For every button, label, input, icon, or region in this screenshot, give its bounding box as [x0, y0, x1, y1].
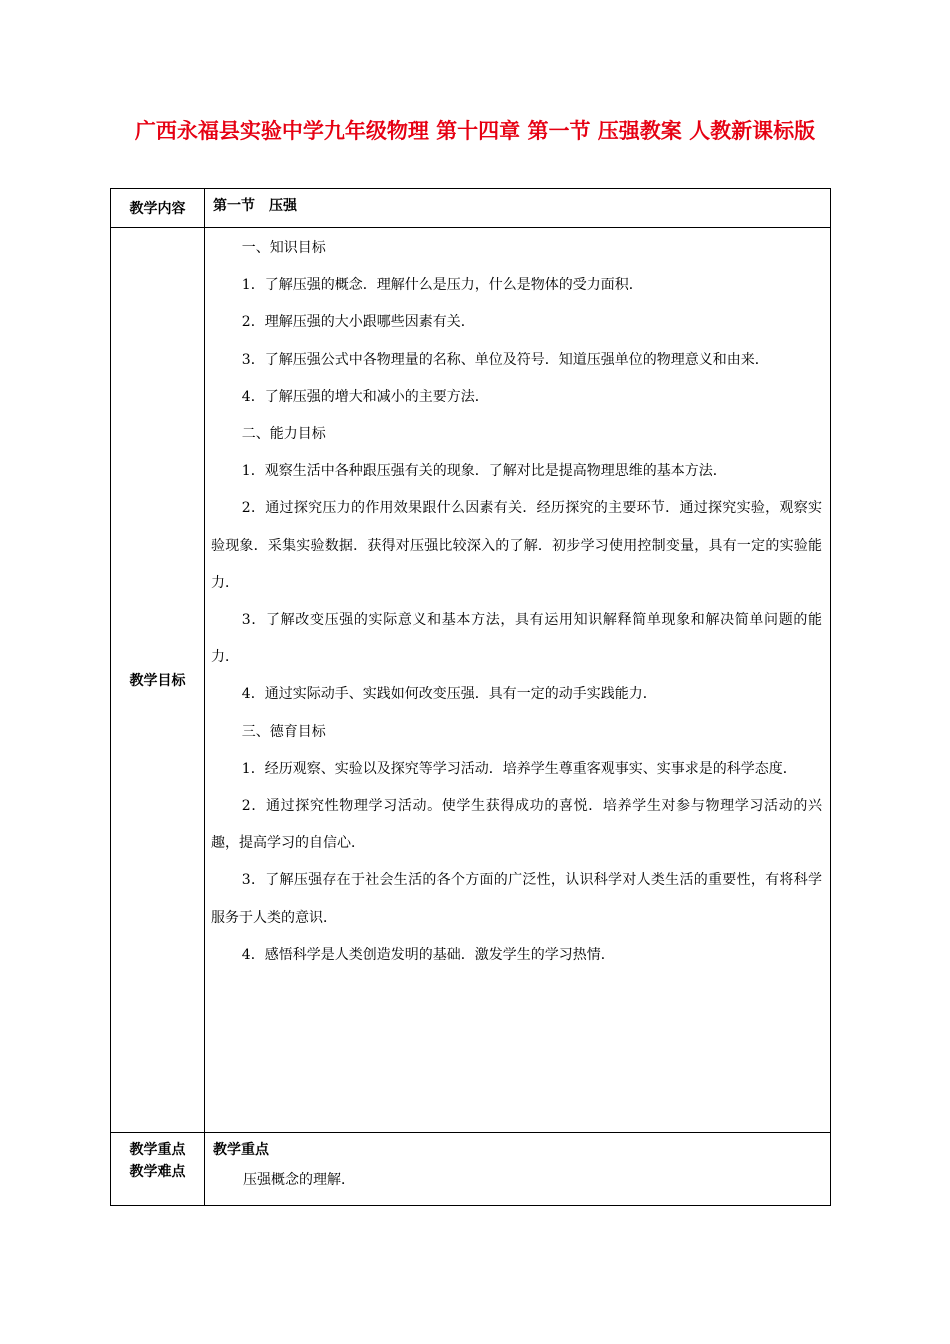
goal-paragraph: 2．通过探究性物理学习活动。使学生获得成功的喜悦．培养学生对参与物理学习活动的兴趣，提高学习的自信心．: [211, 798, 822, 852]
label-key-point: 教学重点: [129, 1142, 186, 1158]
table-row-teaching-content: [111, 189, 831, 228]
goal-paragraph: 2．通过探究压力的作用效果跟什么因素有关．经历探究的主要环节．通过探究实验，观察实验现象．采集实验数据．获得对压强比较深入的了解．初步学习使用控制变量，具有一定的实验能力．: [211, 500, 822, 591]
document-title: 广西永福县实验中学九年级物理 第十四章 第一节 压强教案 人教新课标版: [134, 119, 816, 143]
teaching-content-cell: [205, 189, 831, 228]
goal-paragraph: 1．观察生活中各种跟压强有关的现象．了解对比是提高物理思维的基本方法．: [241, 463, 727, 480]
goal-paragraph: 4．通过实际动手、实践如何改变压强．具有一定的动手实践能力．: [241, 686, 657, 703]
key-point-heading: 教学重点: [213, 1142, 269, 1158]
teaching-goals-cell: [205, 228, 831, 1133]
goal-paragraph: 4．了解压强的增大和减小的主要方法．: [241, 388, 489, 405]
row-label-teaching-content: 教学内容: [111, 189, 205, 228]
row-label-teaching-goals: 教学目标: [111, 228, 205, 1133]
lesson-plan-table: [110, 188, 831, 1206]
section-title: 第一节 压强: [213, 198, 297, 214]
goal-paragraph: 3．了解改变压强的实际意义和基本方法，具有运用知识解释简单现象和解决简单问题的能力．: [211, 612, 822, 666]
goal-paragraph: 4．感悟科学是人类创造发明的基础．激发学生的学习热情．: [241, 946, 615, 963]
goal-heading-moral: 三、德育目标: [241, 723, 326, 740]
table-row-teaching-goals: [111, 228, 831, 1133]
goal-paragraph: 3．了解压强公式中各物理量的名称、单位及符号．知道压强单位的物理意义和由来．: [241, 351, 769, 368]
goal-paragraph: 3．了解压强存在于社会生活的各个方面的广泛性，认识科学对人类生活的重要性，有将科学服务于人类的意识．: [211, 872, 822, 926]
row-label-key-points: [111, 1133, 205, 1206]
table-row-key-points: [111, 1133, 831, 1206]
key-point-text: 压强概念的理解．: [243, 1172, 355, 1188]
goal-heading-knowledge: 一、知识目标: [241, 240, 326, 256]
goals-text: [205, 228, 830, 974]
goal-paragraph: 1．经历观察、实验以及探究等学习活动．培养学生尊重客观事实、实事求是的科学态度．: [241, 760, 797, 777]
goal-paragraph: 2．理解压强的大小跟哪些因素有关．: [241, 314, 475, 331]
goal-paragraph: 1．了解压强的概念．理解什么是压力，什么是物体的受力面积．: [241, 277, 643, 294]
key-points-cell: [205, 1133, 831, 1206]
label-difficulty: 教学难点: [129, 1164, 186, 1180]
goal-heading-ability: 二、能力目标: [241, 426, 326, 443]
